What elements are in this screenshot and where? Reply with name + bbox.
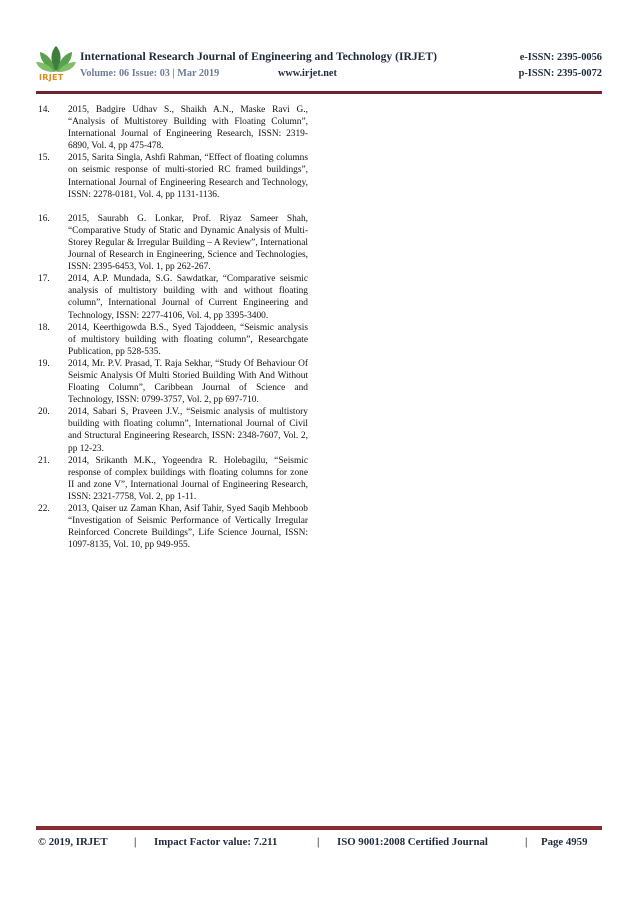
reference-text: 2014, Sabari S, Praveen J.V., “Seismic analysis of multistory building with floating column”, International Journal of Civil and Structural Engineering Research, ISSN: 2348-7607, Vol. 2, pp 12-23. [68, 407, 308, 454]
impact-factor: Impact Factor value: 7.211 [154, 836, 278, 848]
journal-title: International Research Journal of Engineering and Technology (IRJET) [80, 50, 437, 63]
reference-number: 14. [38, 105, 50, 115]
reference-text: 2015, Saurabh G. Lonkar, Prof. Riyaz Sameer Shah, “Comparative Study of Static and Dynamic Analysis of Multi-Storey Regular & Irregular Building – A Review”, International Journal of Research in Engineering, Science and Technologies, ISSN: 2395-6453, Vol. 1, pp 262-267. [68, 213, 308, 273]
reference-text: 2015, Sarita Singla, Ashfi Rahman, “Effect of floating columns on seismic response of multi-storied RC framed buildings”, International Journal of Engineering Research and Technology, ISSN: 2278-0181, Vol. 4, pp 1131-1136. [68, 153, 308, 200]
page-number: Page 4959 [541, 836, 588, 848]
footer-divider [36, 826, 602, 830]
leaf-logo-icon [36, 44, 76, 74]
reference-item [38, 104, 308, 152]
iso-certification: ISO 9001:2008 Certified Journal [337, 836, 488, 848]
p-issn: p-ISSN: 2395-0072 [518, 68, 602, 79]
reference-number: 18. [38, 322, 50, 333]
reference-item [38, 213, 308, 273]
footer-separator: | [134, 836, 137, 848]
irjet-logo [36, 44, 76, 86]
footer-separator: | [317, 836, 320, 848]
page-header [36, 40, 602, 88]
reference-number: 19. [38, 358, 50, 369]
reference-item [38, 322, 308, 358]
website-link[interactable]: www.irjet.net [278, 68, 337, 79]
footer-separator: | [525, 836, 528, 848]
reference-text: 2014, Srikanth M.K., Yogeendra R. Holebagilu, “Seismic response of complex buildings with floating columns for zone II and zone V”, International Journal of Engineering Research, ISSN: 2321-7758, Vol. 2, pp 1-11. [68, 455, 308, 502]
reference-item [38, 503, 308, 551]
reference-number: 22. [38, 504, 50, 514]
reference-text: 2014, A.P. Mundada, S.G. Sawdatkar, “Comparative seismic analysis of multistory building with and without floating column”, International Journal of Current Engineering and Technology, ISSN: 2277-4106, Vol. 4, pp 3395-3400. [68, 274, 308, 321]
reference-item [38, 152, 308, 200]
reference-text: 2015, Badgire Udhav S., Shaikh A.N., Maske Ravi G., “Analysis of Multistorey Building with Floating Column”, International Journal of Engineering Research, ISSN: 2319-6890, Vol. 4, pp 475-478. [68, 105, 308, 152]
reference-text: 2014, Mr. P.V. Prasad, T. Raja Sekhar, “Study Of Behaviour Of Seismic Analysis Of Multi Storied Building With And Without Floating Column”, Caribbean Journal of Science and Technology, ISSN: 0799-3757, Vol. 2, pp 697-710. [68, 358, 308, 406]
reference-number: 20. [38, 407, 50, 418]
reference-item [38, 406, 308, 454]
copyright: © 2019, IRJET [38, 836, 108, 848]
reference-item [38, 358, 308, 406]
reference-item [38, 455, 308, 503]
reference-number: 15. [38, 153, 50, 164]
reference-list [38, 104, 308, 551]
reference-text: 2014, Keerthigowda B.S., Syed Tajoddeen, “Seismic analysis of multistory building with floating column”, Researchgate Publication, pp 528-535. [68, 322, 308, 357]
volume-issue: Volume: 06 Issue: 03 | Mar 2019 [80, 68, 220, 79]
logo-text: IRJET [39, 73, 64, 82]
reference-text: 2013, Qaiser uz Zaman Khan, Asif Tahir, Syed Saqib Mehboob “Investigation of Seismic Performance of Vertically Irregular Reinforced Concrete Buildings”, Life Science Journal, ISSN: 1097-8135, Vol. 10, pp 949-955. [68, 504, 308, 551]
reference-number: 21. [38, 455, 50, 466]
reference-number: 16. [38, 213, 50, 224]
reference-item [38, 273, 308, 321]
header-divider [36, 91, 602, 94]
reference-number: 17. [38, 274, 50, 285]
e-issn: e-ISSN: 2395-0056 [519, 52, 602, 63]
